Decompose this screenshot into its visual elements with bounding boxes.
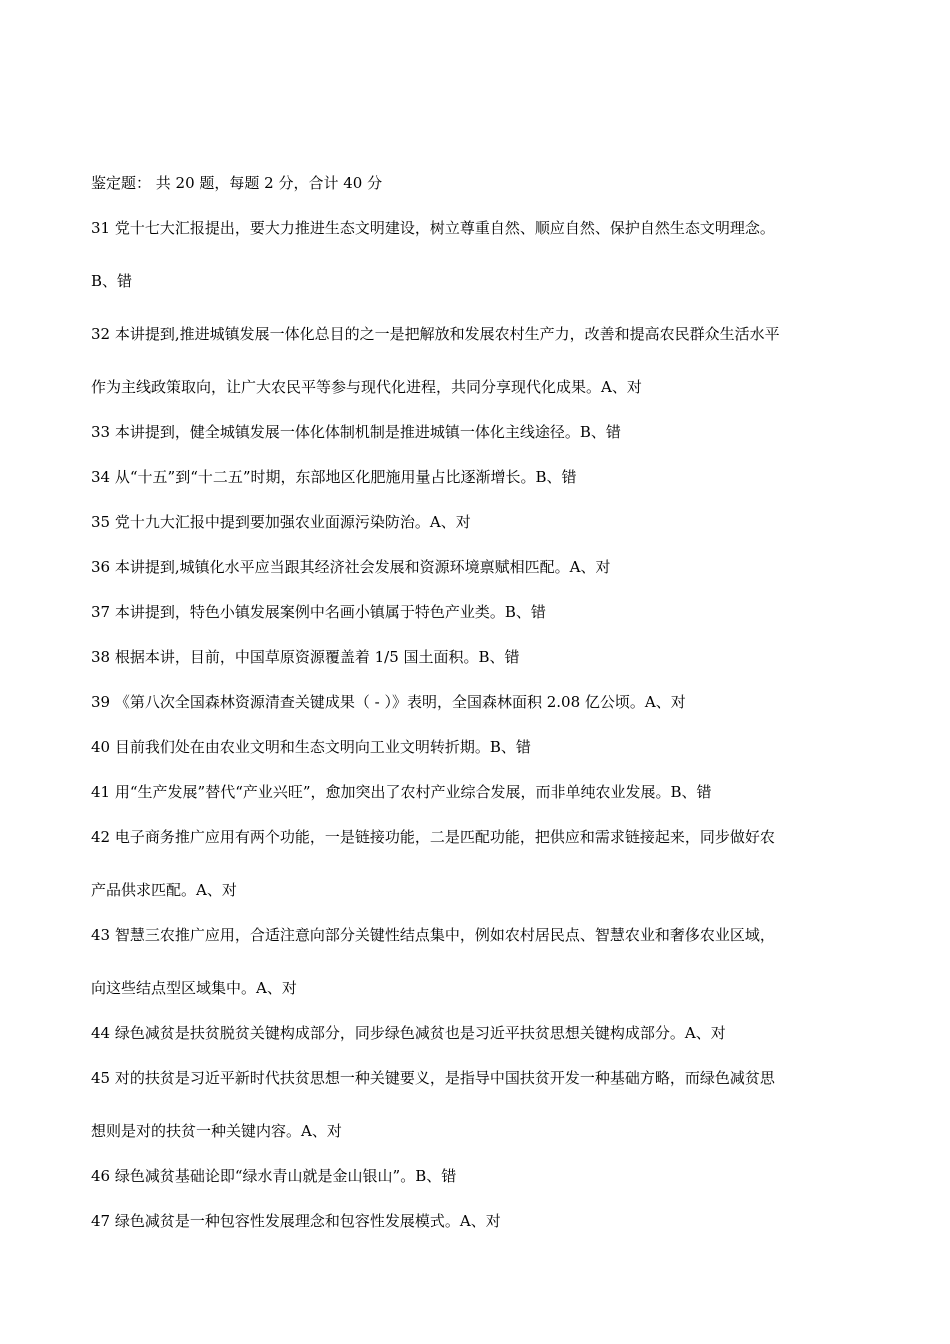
question-33: 33 本讲提到，健全城镇发展一体化体制机制是推进城镇一体化主线途径。B、错 bbox=[91, 423, 621, 441]
question-43-line-1: 43 智慧三农推广应用，合适注意向部分关键性结点集中，例如农村居民点、智慧农业和奢侈农业区域， bbox=[91, 926, 775, 944]
question-42-line-2: 产品供求匹配。A、对 bbox=[91, 881, 237, 899]
document-body bbox=[91, 173, 881, 1231]
question-39: 39 《第八次全国森林资源清查关键成果（ - ）》表明，全国森林面积 2.08 亿公顷。A、对 bbox=[91, 693, 686, 711]
question-45-line-1: 45 对的扶贫是习近平新时代扶贫思想一种关键要义，是指导中国扶贫开发一种基础方略，而绿色减贫思 bbox=[91, 1069, 775, 1087]
question-40: 40 目前我们处在由农业文明和生态文明向工业文明转折期。B、错 bbox=[91, 738, 531, 756]
question-34: 34 从“十五”到“十二五”时期，东部地区化肥施用量占比逐渐增长。B、错 bbox=[91, 468, 577, 486]
question-37: 37 本讲提到，特色小镇发展案例中名画小镇属于特色产业类。B、错 bbox=[91, 603, 546, 621]
question-32-line-2: 作为主线政策取向，让广大农民平等参与现代化进程，共同分享现代化成果。A、对 bbox=[91, 378, 642, 396]
question-45-line-2: 想则是对的扶贫一种关键内容。A、对 bbox=[91, 1122, 342, 1140]
question-32-line-1: 32 本讲提到,推进城镇发展一体化总目的之一是把解放和发展农村生产力，改善和提高农民群众生活水平 bbox=[91, 325, 780, 343]
question-31-answer: B、错 bbox=[91, 272, 133, 290]
question-47: 47 绿色减贫是一种包容性发展理念和包容性发展模式。A、对 bbox=[91, 1212, 501, 1230]
question-38: 38 根据本讲，目前，中国草原资源覆盖着 1/5 国土面积。B、错 bbox=[91, 648, 520, 666]
question-44: 44 绿色减贫是扶贫脱贫关键构成部分，同步绿色减贫也是习近平扶贫思想关键构成部分。A、对 bbox=[91, 1024, 726, 1042]
question-41: 41 用“生产发展”替代“产业兴旺”，愈加突出了农村产业综合发展，而非单纯农业发展。B、错 bbox=[91, 783, 712, 801]
question-43-line-2: 向这些结点型区域集中。A、对 bbox=[91, 979, 297, 997]
question-42-line-1: 42 电子商务推广应用有两个功能，一是链接功能，二是匹配功能，把供应和需求链接起来，同步做好农 bbox=[91, 828, 775, 846]
question-35: 35 党十九大汇报中提到要加强农业面源污染防治。A、对 bbox=[91, 513, 471, 531]
question-46: 46 绿色减贫基础论即“绿水青山就是金山银山”。B、错 bbox=[91, 1167, 457, 1185]
section-heading: 鉴定题： 共 20 题，每题 2 分，合计 40 分 bbox=[91, 174, 383, 192]
question-36: 36 本讲提到,城镇化水平应当跟其经济社会发展和资源环境禀赋相匹配。A、对 bbox=[91, 558, 611, 576]
question-31-line-1: 31 党十七大汇报提出，要大力推进生态文明建设，树立尊重自然、顺应自然、保护自然生态文明理念。 bbox=[91, 219, 775, 237]
